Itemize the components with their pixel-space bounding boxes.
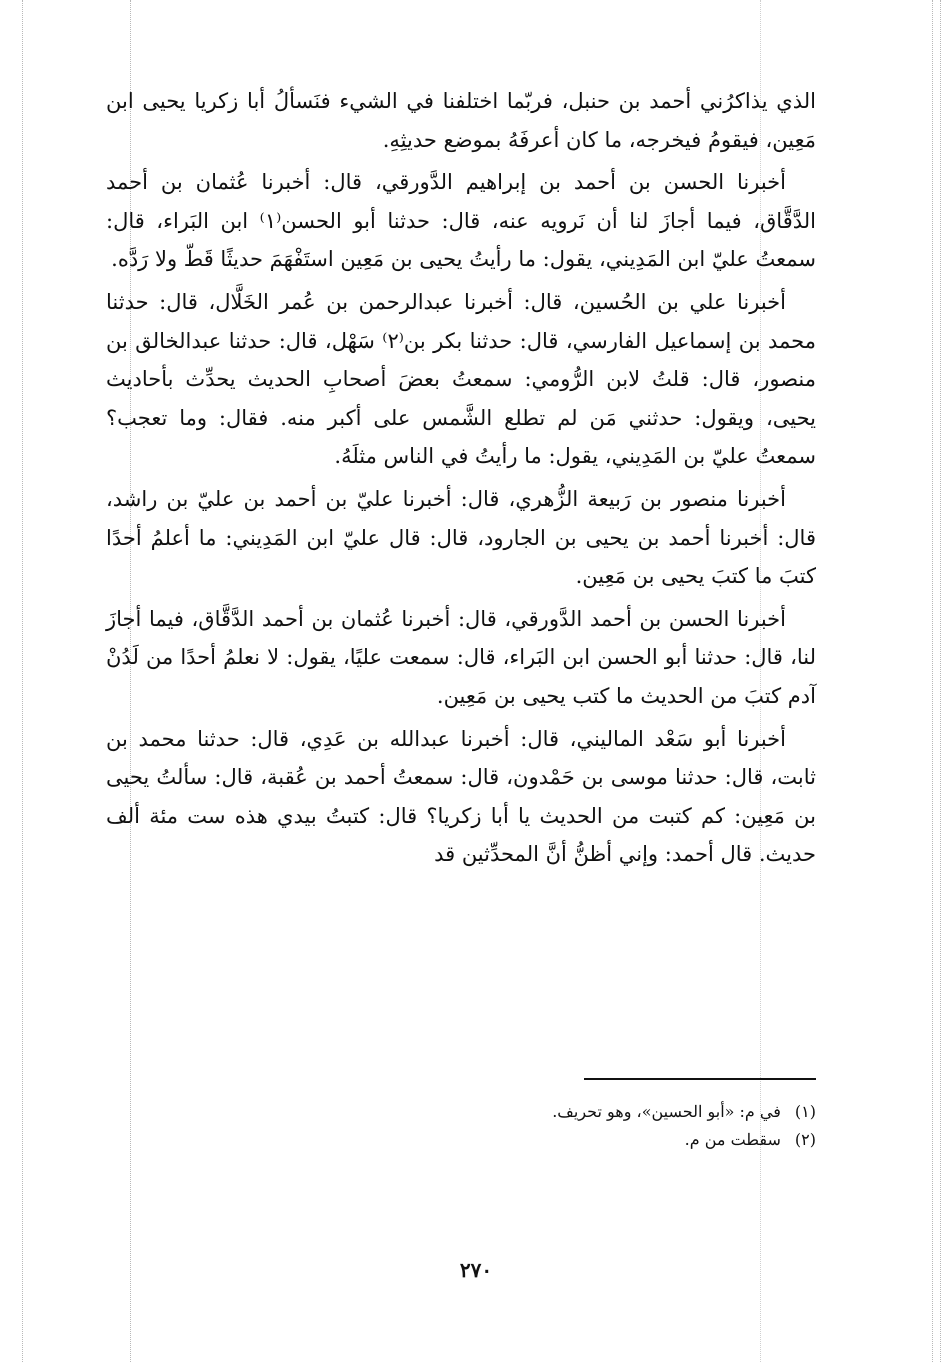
footnote-number: (١) — [794, 1102, 816, 1121]
scan-artifact-line — [22, 0, 23, 1362]
footnote-number: (٢) — [794, 1130, 816, 1149]
paragraph: أخبرنا علي بن الحُسين، قال: أخبرنا عبدالرحمن بن عُمر الخَلَّال، قال: حدثنا محمد بن إسماعيل الفارسي، قال: حدثنا بكر بن⁽٢⁾ سَهْل، قال: حدثنا عبدالخالق بن منصور، قال: قلتُ لابن الرُّومي: سمعتُ بعضَ أصحابِ الحديث يحدِّث بأحاديث يحيى، ويقول: حدثني مَن لم تطلع الشَّمس على أكبر منه. فقال: وما تعجب؟ سمعتُ عليّ بن المَدِيني، يقول: ما رأيتُ في الناس مثلَهُ. — [106, 289, 816, 469]
footnotes — [300, 1098, 816, 1154]
paragraph: أخبرنا الحسن بن أحمد الدَّورقي، قال: أخبرنا عُثمان بن أحمد الدَّقَّاق، فيما أجازَ لنا، قال: حدثنا أبو الحسن ابن البَراء، قال: سمعت عليًا، يقول: لا نعلمُ أحدًا من لَدُنْ آدم كتبَ من الحديث ما كتب يحيى بن مَعِين. — [106, 606, 816, 708]
paragraph: أخبرنا منصور بن رَبيعة الزُّهري، قال: أخبرنا عليّ بن أحمد بن عليّ بن راشد، قال: أخبرنا أحمد بن يحيى بن الجارود، قال: قال عليّ ابن المَدِيني: ما أعلمُ أحدًا كتبَ ما كتبَ يحيى بن مَعِين. — [106, 486, 816, 589]
page-number: ٢٧٠ — [459, 1258, 493, 1282]
footnote-1 — [300, 1098, 816, 1126]
footnote-text: سقطت من م. — [684, 1130, 781, 1149]
paragraph: أخبرنا أبو سَعْد الماليني، قال: أخبرنا عبدالله بن عَدِي، قال: حدثنا محمد بن ثابت، قال: حدثنا موسى بن حَمْدون، قال: سمعتُ أحمد بن عُقبة، قال: سألتُ يحيى بن مَعِين: كم كتبت من الحديث يا أبا زكريا؟ قال: كتبتُ بيدي هذه ست مئة ألف حديث. قال أحمد: وإني أظنُّ أنَّ المحدِّثين قد — [106, 726, 816, 867]
footnote-text: في م: «أبو الحسين»، وهو تحريف. — [552, 1102, 781, 1121]
scan-artifact-line — [932, 0, 933, 1362]
footnote-separator — [584, 1078, 816, 1080]
footnote-2 — [300, 1126, 816, 1154]
scan-artifact-line — [940, 0, 941, 1362]
paragraph: الذي يذاكرُني أحمد بن حنبل، فربّما اختلفنا في الشيء فنَسألُ أبا زكريا يحيى ابن مَعِين، فيقومُ فيخرجه، ما كان أعرفَهُ بموضع حديثِهِ. — [106, 89, 816, 152]
paragraph: أخبرنا الحسن بن أحمد بن إبراهيم الدَّورقي، قال: أخبرنا عُثمان بن أحمد الدَّقَّاق، فيما أجازَ لنا أن نَرويه عنه، قال: حدثنا أبو الحسن⁽١⁾ ابن البَراء، قال: سمعتُ عليّ ابن المَدِيني، يقول: ما رأيتُ يحيى بن مَعِين استَفْهَمَ حديثًا قَطّ ولا رَدَّه. — [106, 170, 817, 272]
main-text — [106, 82, 816, 878]
